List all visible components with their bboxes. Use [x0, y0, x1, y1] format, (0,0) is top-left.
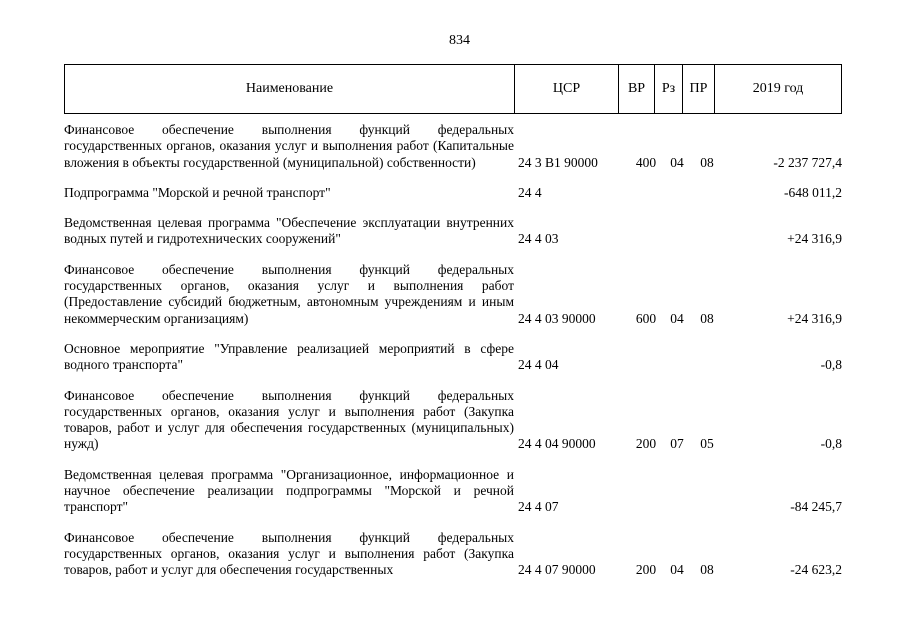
row-value: -0,8: [820, 436, 842, 452]
row-vr: 200: [635, 562, 657, 578]
row-csr: 24 4 04 90000: [518, 436, 596, 452]
row-vr: 400: [635, 154, 657, 170]
header-vr: ВР: [619, 65, 655, 113]
row-pr: 08: [700, 310, 714, 326]
row-name: Финансовое обеспечение выполнения функций федеральных государственных органов, оказания услуг и выполнения работ (Закупка товаров, работ и услуг для обеспечения государственных: [64, 529, 514, 578]
page-number: 834: [449, 33, 470, 48]
header-year: 2019 год: [752, 81, 804, 96]
row-name: Ведомственная целевая программа "Обеспечение эксплуатации внутренних водных путей и гидротехнических сооружений": [64, 215, 514, 247]
row-vr: 600: [635, 310, 657, 326]
row-csr: 24 4 07: [518, 499, 559, 515]
table-row: [64, 467, 842, 516]
row-csr: 24 4 03: [518, 231, 559, 247]
table-body: [64, 122, 842, 579]
row-value: -84 245,7: [790, 499, 842, 515]
table-row: [64, 122, 842, 171]
row-name: Подпрограмма "Морской и речной транспорт": [64, 184, 331, 200]
row-value: +24 316,9: [787, 231, 842, 247]
row-csr: 24 4 04: [518, 357, 559, 373]
header-csr: ЦСР: [515, 65, 619, 113]
table-row: [64, 262, 842, 327]
row-name: Финансовое обеспечение выполнения функций федеральных государственных органов, оказания услуг и выполнения работ (Капитальные вложения в объекты государственной (муниципальной) собственности): [64, 122, 514, 170]
row-pr: 08: [700, 154, 714, 170]
row-rz: 07: [670, 436, 684, 452]
table-row: [64, 341, 842, 374]
row-value: +24 316,9: [787, 310, 842, 326]
row-pr: 05: [700, 436, 714, 452]
row-vr: 200: [635, 436, 657, 452]
row-name: Финансовое обеспечение выполнения функций федеральных государственных органов, оказания услуг и выполнения работ (Предоставление субсидий бюджетным, автономным учреждениям и иным некоммерческим организациям): [64, 261, 514, 326]
row-name: Основное мероприятие "Управление реализацией мероприятий в сфере водного транспорта": [64, 340, 514, 373]
row-name: Ведомственная целевая программа "Организационное, информационное и научное обеспечение реализации подпрограммы "Морской и речной транспорт": [64, 466, 514, 515]
row-value: -2 237 727,4: [773, 154, 842, 170]
table-row: [64, 185, 842, 201]
row-csr: 24 4: [518, 184, 542, 200]
row-name: Финансовое обеспечение выполнения функций федеральных государственных органов, оказания услуг и выполнения работ (Закупка товаров, работ и услуг для обеспечения государственных (муниципальных) нужд): [64, 387, 514, 452]
row-value: -648 011,2: [784, 184, 842, 200]
row-pr: 08: [700, 562, 714, 578]
header-name: Наименование: [65, 65, 515, 113]
row-csr: 24 3 В1 90000: [518, 154, 598, 170]
row-rz: 04: [670, 562, 684, 578]
row-csr: 24 4 07 90000: [518, 562, 596, 578]
header-pr: ПР: [683, 65, 715, 113]
table-row: [64, 215, 842, 248]
row-value: -24 623,2: [790, 562, 842, 578]
table-row: [64, 388, 842, 453]
table-header: [64, 64, 842, 114]
header-rz: Рз: [655, 65, 683, 113]
table-row: [64, 530, 842, 579]
row-csr: 24 4 03 90000: [518, 310, 596, 326]
row-rz: 04: [670, 154, 684, 170]
row-rz: 04: [670, 310, 684, 326]
row-value: -0,8: [820, 357, 842, 373]
